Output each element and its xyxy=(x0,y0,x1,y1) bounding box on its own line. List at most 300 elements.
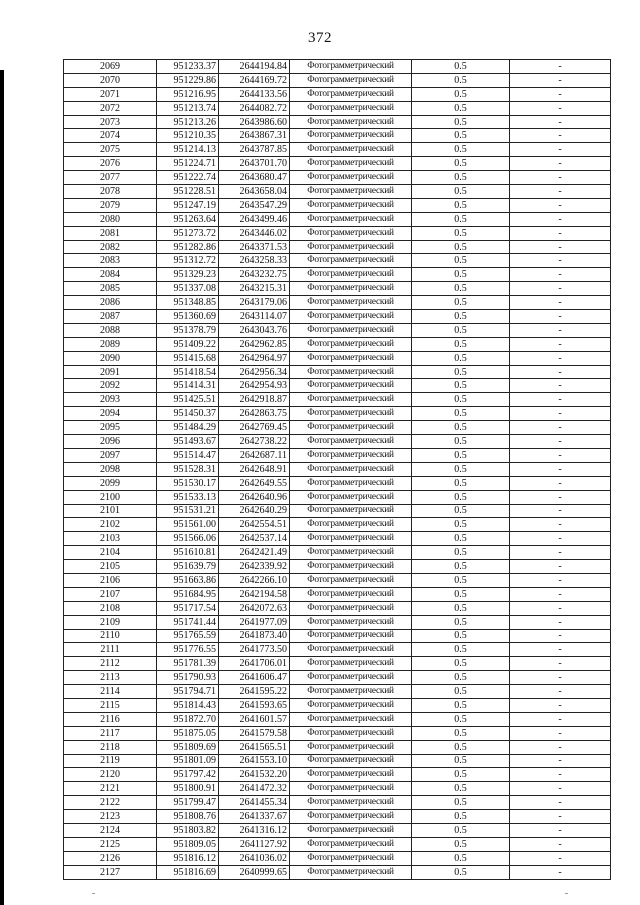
method-cell: Фотограмметрический xyxy=(290,115,412,129)
x-coordinate-cell: 951566.06 xyxy=(157,532,219,546)
accuracy-cell: 0.5 xyxy=(412,573,510,587)
table-row xyxy=(64,462,611,476)
y-coordinate-cell: 2640999.65 xyxy=(219,865,290,879)
x-coordinate-cell: 951531.21 xyxy=(157,504,219,518)
y-coordinate-cell: 2643499.46 xyxy=(219,212,290,226)
x-coordinate-cell: 951312.72 xyxy=(157,254,219,268)
table-row xyxy=(64,490,611,504)
x-coordinate-cell: 951247.19 xyxy=(157,198,219,212)
accuracy-cell: 0.5 xyxy=(412,143,510,157)
note-cell: - xyxy=(510,448,611,462)
x-coordinate-cell: 951348.85 xyxy=(157,296,219,310)
y-coordinate-cell: 2642640.96 xyxy=(219,490,290,504)
note-cell: - xyxy=(510,615,611,629)
method-cell: Фотограмметрический xyxy=(290,671,412,685)
x-coordinate-cell: 951228.51 xyxy=(157,185,219,199)
accuracy-cell: 0.5 xyxy=(412,601,510,615)
note-cell: - xyxy=(510,768,611,782)
accuracy-cell: 0.5 xyxy=(412,698,510,712)
y-coordinate-cell: 2641455.34 xyxy=(219,796,290,810)
point-number-cell: 2100 xyxy=(64,490,157,504)
accuracy-cell: 0.5 xyxy=(412,171,510,185)
x-coordinate-cell: 951799.47 xyxy=(157,796,219,810)
table-row xyxy=(64,143,611,157)
note-cell: - xyxy=(510,185,611,199)
point-number-cell: 2109 xyxy=(64,615,157,629)
method-cell: Фотограмметрический xyxy=(290,462,412,476)
point-number-cell: 2085 xyxy=(64,282,157,296)
method-cell: Фотограмметрический xyxy=(290,740,412,754)
point-number-cell: 2104 xyxy=(64,546,157,560)
y-coordinate-cell: 2643867.31 xyxy=(219,129,290,143)
note-cell: - xyxy=(510,518,611,532)
point-number-cell: 2115 xyxy=(64,698,157,712)
table-row xyxy=(64,865,611,879)
method-cell: Фотограмметрический xyxy=(290,212,412,226)
method-cell: Фотограмметрический xyxy=(290,365,412,379)
y-coordinate-cell: 2642918.87 xyxy=(219,393,290,407)
method-cell: Фотограмметрический xyxy=(290,337,412,351)
y-coordinate-cell: 2643701.70 xyxy=(219,157,290,171)
accuracy-cell: 0.5 xyxy=(412,587,510,601)
coordinates-table-body xyxy=(64,60,611,880)
y-coordinate-cell: 2642962.85 xyxy=(219,337,290,351)
method-cell: Фотограмметрический xyxy=(290,504,412,518)
accuracy-cell: 0.5 xyxy=(412,837,510,851)
accuracy-cell: 0.5 xyxy=(412,129,510,143)
method-cell: Фотограмметрический xyxy=(290,157,412,171)
point-number-cell: 2072 xyxy=(64,101,157,115)
method-cell: Фотограмметрический xyxy=(290,685,412,699)
point-number-cell: 2071 xyxy=(64,87,157,101)
table-row xyxy=(64,560,611,574)
y-coordinate-cell: 2643232.75 xyxy=(219,268,290,282)
note-cell: - xyxy=(510,365,611,379)
accuracy-cell: 0.5 xyxy=(412,435,510,449)
point-number-cell: 2077 xyxy=(64,171,157,185)
method-cell: Фотограмметрический xyxy=(290,560,412,574)
y-coordinate-cell: 2642738.22 xyxy=(219,435,290,449)
method-cell: Фотограмметрический xyxy=(290,615,412,629)
note-cell: - xyxy=(510,115,611,129)
point-number-cell: 2089 xyxy=(64,337,157,351)
x-coordinate-cell: 951816.69 xyxy=(157,865,219,879)
table-row xyxy=(64,323,611,337)
accuracy-cell: 0.5 xyxy=(412,365,510,379)
method-cell: Фотограмметрический xyxy=(290,448,412,462)
table-row xyxy=(64,476,611,490)
accuracy-cell: 0.5 xyxy=(412,546,510,560)
note-cell: - xyxy=(510,823,611,837)
table-row xyxy=(64,129,611,143)
note-cell: - xyxy=(510,323,611,337)
point-number-cell: 2081 xyxy=(64,226,157,240)
method-cell: Фотограмметрический xyxy=(290,657,412,671)
method-cell: Фотограмметрический xyxy=(290,310,412,324)
x-coordinate-cell: 951765.59 xyxy=(157,629,219,643)
x-coordinate-cell: 951425.51 xyxy=(157,393,219,407)
note-cell: - xyxy=(510,726,611,740)
table-row xyxy=(64,698,611,712)
table-row xyxy=(64,254,611,268)
table-row xyxy=(64,185,611,199)
accuracy-cell: 0.5 xyxy=(412,407,510,421)
note-cell: - xyxy=(510,198,611,212)
x-coordinate-cell: 951533.13 xyxy=(157,490,219,504)
note-cell: - xyxy=(510,435,611,449)
table-row xyxy=(64,837,611,851)
y-coordinate-cell: 2641601.57 xyxy=(219,712,290,726)
note-cell: - xyxy=(510,546,611,560)
x-coordinate-cell: 951781.39 xyxy=(157,657,219,671)
method-cell: Фотограмметрический xyxy=(290,782,412,796)
accuracy-cell: 0.5 xyxy=(412,768,510,782)
accuracy-cell: 0.5 xyxy=(412,685,510,699)
x-coordinate-cell: 951803.82 xyxy=(157,823,219,837)
x-coordinate-cell: 951794.71 xyxy=(157,685,219,699)
note-cell: - xyxy=(510,87,611,101)
method-cell: Фотограмметрический xyxy=(290,698,412,712)
point-number-cell: 2092 xyxy=(64,379,157,393)
table-row xyxy=(64,643,611,657)
scan-speck xyxy=(92,893,95,894)
note-cell: - xyxy=(510,421,611,435)
accuracy-cell: 0.5 xyxy=(412,337,510,351)
y-coordinate-cell: 2642649.55 xyxy=(219,476,290,490)
note-cell: - xyxy=(510,254,611,268)
note-cell: - xyxy=(510,379,611,393)
table-row xyxy=(64,157,611,171)
point-number-cell: 2080 xyxy=(64,212,157,226)
accuracy-cell: 0.5 xyxy=(412,560,510,574)
method-cell: Фотограмметрический xyxy=(290,726,412,740)
table-row xyxy=(64,851,611,865)
y-coordinate-cell: 2643547.29 xyxy=(219,198,290,212)
method-cell: Фотограмметрический xyxy=(290,768,412,782)
y-coordinate-cell: 2641036.02 xyxy=(219,851,290,865)
accuracy-cell: 0.5 xyxy=(412,212,510,226)
accuracy-cell: 0.5 xyxy=(412,268,510,282)
accuracy-cell: 0.5 xyxy=(412,823,510,837)
method-cell: Фотограмметрический xyxy=(290,407,412,421)
method-cell: Фотограмметрический xyxy=(290,851,412,865)
method-cell: Фотограмметрический xyxy=(290,129,412,143)
point-number-cell: 2111 xyxy=(64,643,157,657)
point-number-cell: 2121 xyxy=(64,782,157,796)
y-coordinate-cell: 2641773.50 xyxy=(219,643,290,657)
point-number-cell: 2086 xyxy=(64,296,157,310)
coordinates-table xyxy=(63,59,611,880)
method-cell: Фотограмметрический xyxy=(290,865,412,879)
y-coordinate-cell: 2641316.12 xyxy=(219,823,290,837)
accuracy-cell: 0.5 xyxy=(412,643,510,657)
x-coordinate-cell: 951809.69 xyxy=(157,740,219,754)
note-cell: - xyxy=(510,337,611,351)
x-coordinate-cell: 951282.86 xyxy=(157,240,219,254)
x-coordinate-cell: 951801.09 xyxy=(157,754,219,768)
accuracy-cell: 0.5 xyxy=(412,518,510,532)
table-row xyxy=(64,601,611,615)
accuracy-cell: 0.5 xyxy=(412,851,510,865)
note-cell: - xyxy=(510,629,611,643)
point-number-cell: 2074 xyxy=(64,129,157,143)
method-cell: Фотограмметрический xyxy=(290,573,412,587)
note-cell: - xyxy=(510,157,611,171)
point-number-cell: 2118 xyxy=(64,740,157,754)
method-cell: Фотограмметрический xyxy=(290,379,412,393)
table-row xyxy=(64,435,611,449)
x-coordinate-cell: 951418.54 xyxy=(157,365,219,379)
y-coordinate-cell: 2642687.11 xyxy=(219,448,290,462)
table-row xyxy=(64,587,611,601)
table-row xyxy=(64,671,611,685)
y-coordinate-cell: 2643114.07 xyxy=(219,310,290,324)
point-number-cell: 2093 xyxy=(64,393,157,407)
note-cell: - xyxy=(510,657,611,671)
point-number-cell: 2083 xyxy=(64,254,157,268)
point-number-cell: 2105 xyxy=(64,560,157,574)
accuracy-cell: 0.5 xyxy=(412,796,510,810)
x-coordinate-cell: 951530.17 xyxy=(157,476,219,490)
y-coordinate-cell: 2642554.51 xyxy=(219,518,290,532)
x-coordinate-cell: 951337.08 xyxy=(157,282,219,296)
note-cell: - xyxy=(510,782,611,796)
table-row xyxy=(64,296,611,310)
method-cell: Фотограмметрический xyxy=(290,810,412,824)
x-coordinate-cell: 951514.47 xyxy=(157,448,219,462)
x-coordinate-cell: 951639.79 xyxy=(157,560,219,574)
y-coordinate-cell: 2642769.45 xyxy=(219,421,290,435)
accuracy-cell: 0.5 xyxy=(412,101,510,115)
accuracy-cell: 0.5 xyxy=(412,282,510,296)
x-coordinate-cell: 951213.74 xyxy=(157,101,219,115)
table-row xyxy=(64,240,611,254)
table-row xyxy=(64,268,611,282)
y-coordinate-cell: 2641472.32 xyxy=(219,782,290,796)
method-cell: Фотограмметрический xyxy=(290,629,412,643)
table-row xyxy=(64,337,611,351)
accuracy-cell: 0.5 xyxy=(412,810,510,824)
accuracy-cell: 0.5 xyxy=(412,310,510,324)
y-coordinate-cell: 2642266.10 xyxy=(219,573,290,587)
method-cell: Фотограмметрический xyxy=(290,643,412,657)
note-cell: - xyxy=(510,282,611,296)
table-row xyxy=(64,198,611,212)
accuracy-cell: 0.5 xyxy=(412,865,510,879)
x-coordinate-cell: 951216.95 xyxy=(157,87,219,101)
note-cell: - xyxy=(510,587,611,601)
y-coordinate-cell: 2642956.34 xyxy=(219,365,290,379)
x-coordinate-cell: 951409.22 xyxy=(157,337,219,351)
y-coordinate-cell: 2641532.20 xyxy=(219,768,290,782)
point-number-cell: 2073 xyxy=(64,115,157,129)
accuracy-cell: 0.5 xyxy=(412,351,510,365)
accuracy-cell: 0.5 xyxy=(412,754,510,768)
method-cell: Фотограмметрический xyxy=(290,101,412,115)
accuracy-cell: 0.5 xyxy=(412,504,510,518)
y-coordinate-cell: 2641565.51 xyxy=(219,740,290,754)
table-row xyxy=(64,87,611,101)
point-number-cell: 2127 xyxy=(64,865,157,879)
accuracy-cell: 0.5 xyxy=(412,615,510,629)
method-cell: Фотограмметрический xyxy=(290,837,412,851)
note-cell: - xyxy=(510,73,611,87)
note-cell: - xyxy=(510,837,611,851)
point-number-cell: 2090 xyxy=(64,351,157,365)
y-coordinate-cell: 2644133.56 xyxy=(219,87,290,101)
y-coordinate-cell: 2643043.76 xyxy=(219,323,290,337)
y-coordinate-cell: 2644194.84 xyxy=(219,60,290,74)
note-cell: - xyxy=(510,712,611,726)
accuracy-cell: 0.5 xyxy=(412,198,510,212)
method-cell: Фотограмметрический xyxy=(290,296,412,310)
note-cell: - xyxy=(510,754,611,768)
method-cell: Фотограмметрический xyxy=(290,712,412,726)
x-coordinate-cell: 951263.64 xyxy=(157,212,219,226)
table-row xyxy=(64,212,611,226)
table-row xyxy=(64,421,611,435)
point-number-cell: 2082 xyxy=(64,240,157,254)
point-number-cell: 2122 xyxy=(64,796,157,810)
y-coordinate-cell: 2643680.47 xyxy=(219,171,290,185)
table-row xyxy=(64,393,611,407)
point-number-cell: 2123 xyxy=(64,810,157,824)
accuracy-cell: 0.5 xyxy=(412,254,510,268)
table-row xyxy=(64,685,611,699)
x-coordinate-cell: 951360.69 xyxy=(157,310,219,324)
y-coordinate-cell: 2643215.31 xyxy=(219,282,290,296)
method-cell: Фотограмметрический xyxy=(290,754,412,768)
method-cell: Фотограмметрический xyxy=(290,532,412,546)
method-cell: Фотограмметрический xyxy=(290,282,412,296)
x-coordinate-cell: 951814.43 xyxy=(157,698,219,712)
table-row xyxy=(64,115,611,129)
method-cell: Фотограмметрический xyxy=(290,490,412,504)
point-number-cell: 2087 xyxy=(64,310,157,324)
point-number-cell: 2069 xyxy=(64,60,157,74)
y-coordinate-cell: 2642640.29 xyxy=(219,504,290,518)
y-coordinate-cell: 2643446.02 xyxy=(219,226,290,240)
y-coordinate-cell: 2642194.58 xyxy=(219,587,290,601)
x-coordinate-cell: 951210.35 xyxy=(157,129,219,143)
point-number-cell: 2117 xyxy=(64,726,157,740)
point-number-cell: 2114 xyxy=(64,685,157,699)
x-coordinate-cell: 951222.74 xyxy=(157,171,219,185)
note-cell: - xyxy=(510,143,611,157)
accuracy-cell: 0.5 xyxy=(412,671,510,685)
note-cell: - xyxy=(510,865,611,879)
method-cell: Фотограмметрический xyxy=(290,587,412,601)
y-coordinate-cell: 2643179.06 xyxy=(219,296,290,310)
accuracy-cell: 0.5 xyxy=(412,490,510,504)
y-coordinate-cell: 2641606.47 xyxy=(219,671,290,685)
x-coordinate-cell: 951776.55 xyxy=(157,643,219,657)
note-cell: - xyxy=(510,212,611,226)
accuracy-cell: 0.5 xyxy=(412,726,510,740)
accuracy-cell: 0.5 xyxy=(412,657,510,671)
x-coordinate-cell: 951415.68 xyxy=(157,351,219,365)
accuracy-cell: 0.5 xyxy=(412,476,510,490)
accuracy-cell: 0.5 xyxy=(412,115,510,129)
table-row xyxy=(64,726,611,740)
note-cell: - xyxy=(510,393,611,407)
y-coordinate-cell: 2642339.92 xyxy=(219,560,290,574)
point-number-cell: 2108 xyxy=(64,601,157,615)
x-coordinate-cell: 951741.44 xyxy=(157,615,219,629)
accuracy-cell: 0.5 xyxy=(412,60,510,74)
method-cell: Фотограмметрический xyxy=(290,87,412,101)
method-cell: Фотограмметрический xyxy=(290,171,412,185)
x-coordinate-cell: 951414.31 xyxy=(157,379,219,393)
point-number-cell: 2079 xyxy=(64,198,157,212)
point-number-cell: 2106 xyxy=(64,573,157,587)
note-cell: - xyxy=(510,129,611,143)
accuracy-cell: 0.5 xyxy=(412,712,510,726)
note-cell: - xyxy=(510,101,611,115)
note-cell: - xyxy=(510,810,611,824)
table-row xyxy=(64,504,611,518)
accuracy-cell: 0.5 xyxy=(412,740,510,754)
accuracy-cell: 0.5 xyxy=(412,532,510,546)
accuracy-cell: 0.5 xyxy=(412,782,510,796)
y-coordinate-cell: 2641595.22 xyxy=(219,685,290,699)
x-coordinate-cell: 951797.42 xyxy=(157,768,219,782)
note-cell: - xyxy=(510,310,611,324)
method-cell: Фотограмметрический xyxy=(290,73,412,87)
method-cell: Фотограмметрический xyxy=(290,323,412,337)
y-coordinate-cell: 2641593.65 xyxy=(219,698,290,712)
note-cell: - xyxy=(510,698,611,712)
table-row xyxy=(64,310,611,324)
x-coordinate-cell: 951224.71 xyxy=(157,157,219,171)
table-row xyxy=(64,282,611,296)
page-number: 372 xyxy=(308,30,332,46)
table-row xyxy=(64,712,611,726)
point-number-cell: 2078 xyxy=(64,185,157,199)
note-cell: - xyxy=(510,532,611,546)
point-number-cell: 2116 xyxy=(64,712,157,726)
method-cell: Фотограмметрический xyxy=(290,823,412,837)
note-cell: - xyxy=(510,60,611,74)
point-number-cell: 2113 xyxy=(64,671,157,685)
accuracy-cell: 0.5 xyxy=(412,157,510,171)
accuracy-cell: 0.5 xyxy=(412,87,510,101)
accuracy-cell: 0.5 xyxy=(412,421,510,435)
point-number-cell: 2096 xyxy=(64,435,157,449)
note-cell: - xyxy=(510,796,611,810)
table-row xyxy=(64,823,611,837)
x-coordinate-cell: 951273.72 xyxy=(157,226,219,240)
method-cell: Фотограмметрический xyxy=(290,143,412,157)
point-number-cell: 2098 xyxy=(64,462,157,476)
method-cell: Фотограмметрический xyxy=(290,476,412,490)
y-coordinate-cell: 2641337.67 xyxy=(219,810,290,824)
table-row xyxy=(64,768,611,782)
point-number-cell: 2084 xyxy=(64,268,157,282)
table-row xyxy=(64,532,611,546)
x-coordinate-cell: 951233.37 xyxy=(157,60,219,74)
note-cell: - xyxy=(510,476,611,490)
method-cell: Фотограмметрический xyxy=(290,393,412,407)
point-number-cell: 2126 xyxy=(64,851,157,865)
note-cell: - xyxy=(510,560,611,574)
note-cell: - xyxy=(510,268,611,282)
accuracy-cell: 0.5 xyxy=(412,629,510,643)
point-number-cell: 2112 xyxy=(64,657,157,671)
method-cell: Фотограмметрический xyxy=(290,601,412,615)
accuracy-cell: 0.5 xyxy=(412,462,510,476)
note-cell: - xyxy=(510,171,611,185)
